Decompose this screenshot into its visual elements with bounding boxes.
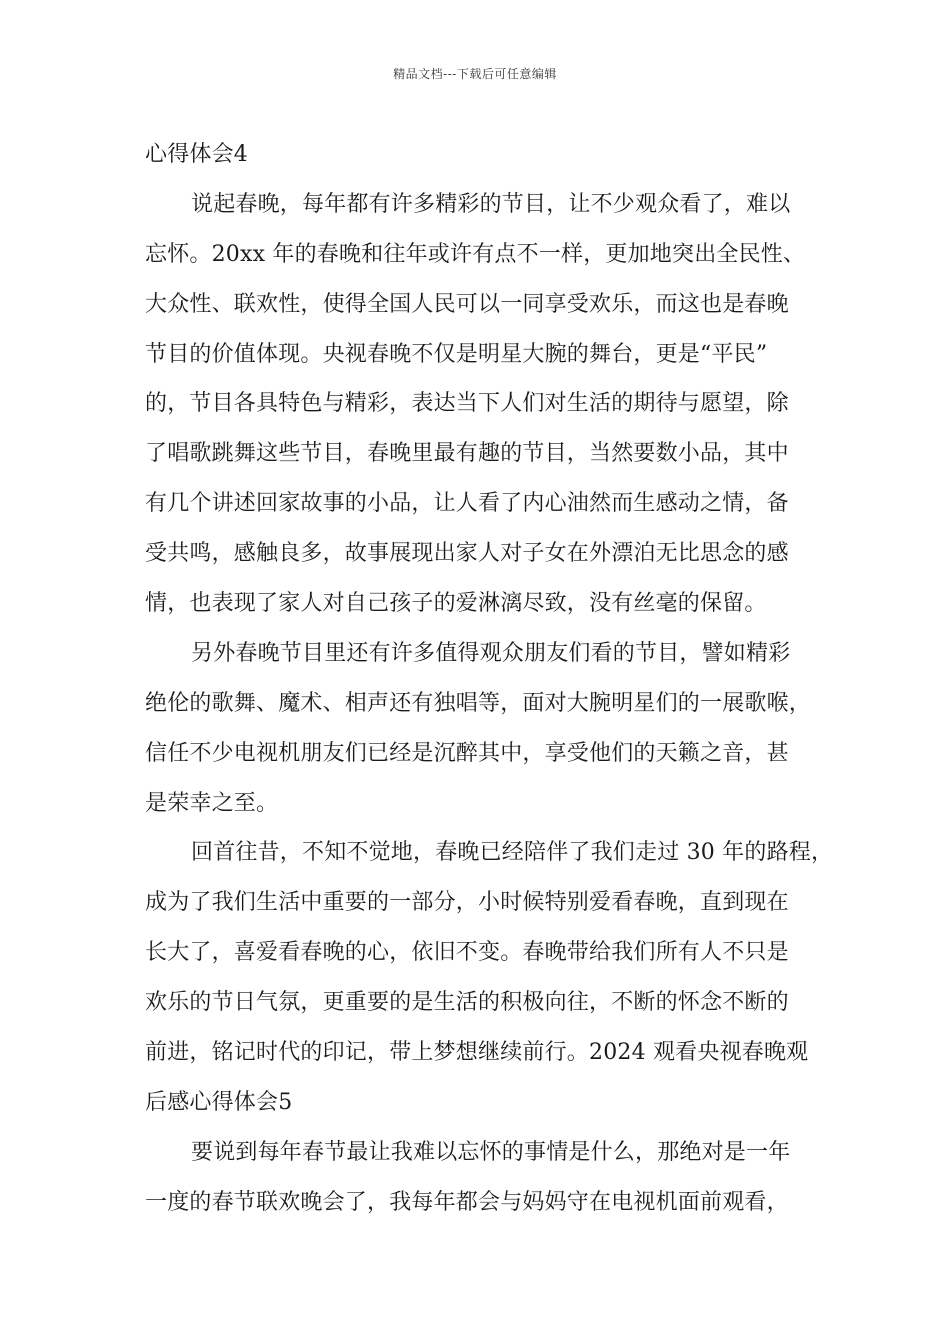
paragraph-line: 前进，铭记时代的印记，带上梦想继续前行。2024 观看央视春晚观: [145, 1040, 809, 1066]
paragraph-line: 信任不少电视机朋友们已经是沉醉其中，享受他们的天籁之音，甚: [145, 740, 789, 766]
paragraph-line: 情，也表现了家人对自己孩子的爱淋漓尽致，没有丝毫的保留。: [145, 591, 767, 617]
page-header: 精品文档---下载后可任意编辑: [393, 67, 557, 81]
paragraph-line: 有几个讲述回家故事的小品，让人看了内心油然而生感动之情，备: [145, 491, 789, 517]
paragraph-line: 长大了，喜爱看春晚的心，依旧不变。春晚带给我们所有人不只是: [145, 940, 789, 966]
paragraph-line: 说起春晚，每年都有许多精彩的节目，让不少观众看了，难以: [191, 191, 791, 217]
paragraph-line: 的，节目各具特色与精彩，表达当下人们对生活的期待与愿望，除: [145, 391, 789, 417]
paragraph-line: 另外春晚节目里还有许多值得观众朋友们看的节目，譬如精彩: [191, 640, 791, 666]
paragraph-line: 是荣幸之至。: [145, 790, 279, 816]
paragraph-line: 受共鸣，感触良多，故事展现出家人对子女在外漂泊无比思念的感: [145, 541, 789, 567]
paragraph-line: 节目的价值体现。央视春晚不仅是明星大腕的舞台，更是“平民”: [145, 341, 768, 367]
paragraph-line: 忘怀。20xx 年的春晚和往年或许有点不一样，更加地突出全民性、: [145, 241, 806, 267]
paragraph-line: 大众性、联欢性，使得全国人民可以一同享受欢乐，而这也是春晚: [145, 291, 789, 317]
document-body: [145, 130, 834, 1228]
paragraph-line: 回首往昔，不知不觉地，春晚已经陪伴了我们走过 30 年的路程，: [191, 840, 834, 866]
paragraph-line: 绝伦的歌舞、魔术、相声还有独唱等，面对大腕明星们的一展歌喉，: [145, 690, 812, 716]
paragraph-line: 了唱歌跳舞这些节目，春晚里最有趣的节目，当然要数小品，其中: [145, 441, 789, 467]
paragraph-line: 要说到每年春节最让我难以忘怀的事情是什么，那绝对是一年: [191, 1139, 791, 1165]
paragraph-line: 一度的春节联欢晚会了，我每年都会与妈妈守在电视机面前观看，: [145, 1189, 789, 1215]
section-heading: 后感心得体会5: [145, 1089, 293, 1115]
paragraph-line: 欢乐的节日气氛，更重要的是生活的积极向往，不断的怀念不断的: [145, 990, 789, 1016]
section-heading: 心得体会4: [145, 142, 248, 167]
paragraph-line: 成为了我们生活中重要的一部分，小时候特别爱看春晚，直到现在: [145, 890, 789, 916]
